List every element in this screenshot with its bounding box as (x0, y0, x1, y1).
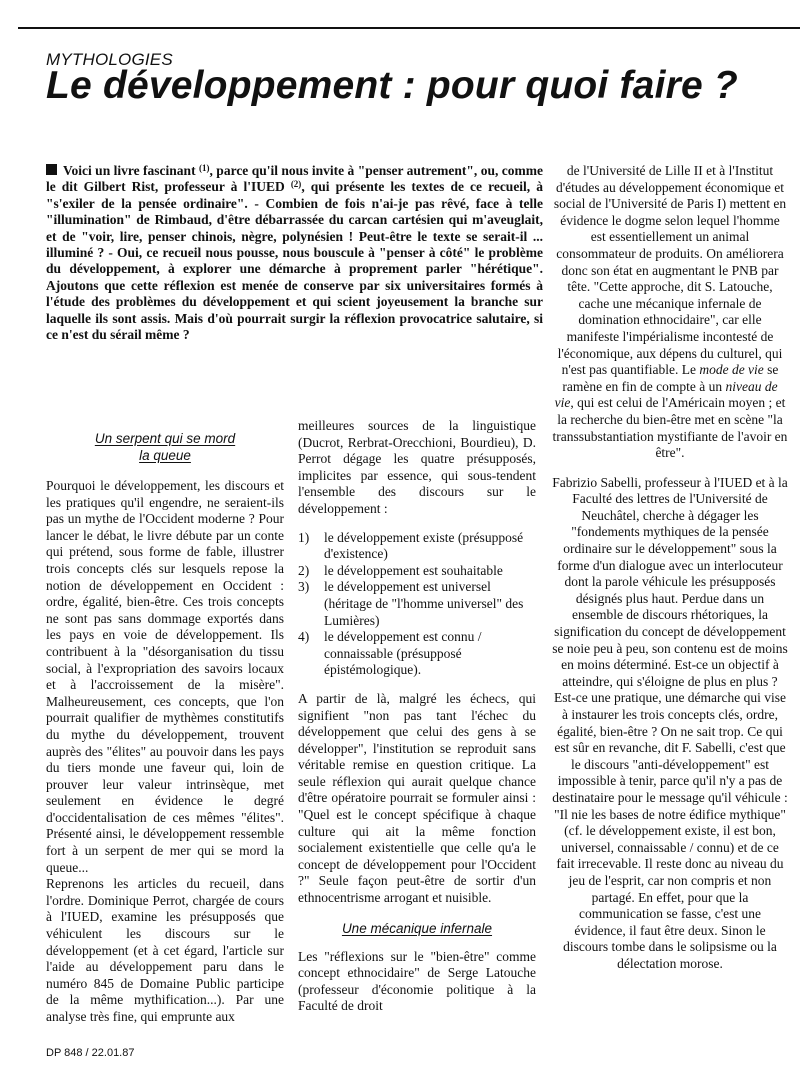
body-paragraph: Les "réflexions sur le "bien-être" comme concept ethnocidaire" de Serge Latouche (professeur d'économie politique à la Faculté de droit (298, 948, 536, 1014)
list-text: le développement existe (présupposé d'existence) (324, 529, 524, 562)
footnote-ref-2: (2) (290, 179, 302, 190)
list-text: le développement est universel (héritage de "l'homme universel" des Lumières) (324, 579, 524, 628)
body-paragraph: meilleures sources de la linguistique (Ducrot, Rerbrat-Orecchioni, Bourdieu), D. Perrot dégage les quatre présupposés, implicites par essence, qui sous-tendent l'ensemble des discours sur le développement : (298, 418, 536, 516)
list-number: 2) (298, 562, 310, 578)
italic-term: niveau de vie (554, 378, 778, 411)
intro-text-2: , parce qu'il nous invite à "penser autrement", ou, comme le dit Gilbert Rist, professeur à l'IUED (46, 163, 543, 195)
body-paragraph: Fabrizio Sabelli, professeur à l'IUED et à la Faculté des lettres de l'Université de Neuchâtel, cherche à dégager les "fondements mythiques de la pensée ordinaire sur le développement" sous la forme d'un dialogue avec un interlocuteur dont la parole véhicule les présupposés désignés plus haut. Perdue dans un ensemble de discours rhétoriques, la signification du concept de développement se noie peu à peu, son contenu est de moins en moins déterminé. Est-ce un objectif à atteindre, qui s'éloigne de plus en plus ? Est-ce une pratique, une démarche qui vise à instaurer les trois concepts clés, ordre, égalité, bien-être ? On ne sait trop. Ce qui est sûr en revanche, dit F. Sabelli, c'est que le discours "anti-développement" est impossible à tenir, parce qu'il n'y a pas de destinataire pour le message qu'il véhicule : "Il nie les bases de notre édifice mythique" (cf. le développement existe, il est bon, universel, connaissable / connu) et de ce fait irrecevable. Il reste donc au niveau du jeu de l'esprit, car non compris et non partagé. En effet, pour que la communication se fasse, c'est une évidence, il faut être deux. Sinon le discours tombe dans le solipsisme ou la délectation morose. (552, 474, 788, 971)
body-text: se ramène en fin de compte à un (562, 362, 779, 394)
bullet-square-icon (46, 164, 57, 175)
list-number: 4) (298, 629, 310, 645)
intro-paragraph (46, 163, 543, 343)
list-number: 1) (298, 529, 310, 545)
subheading-line: Un serpent qui se mord (94, 431, 236, 446)
column-right (552, 163, 788, 973)
body-paragraph: Pourquoi le développement, les discours et les pratiques qu'il engendre, ne seraient-ils pas un mythe de l'Occident moderne ? Pour lancer le débat, le livre débute par un conte qui prétend, sous forme de fable, illustrer trois concepts clés sur lesquels repose la notion de développement en Occident : ordre, égalité, bien-être. Ces trois concepts ne sont pas sans dommage exportés dans les pays en voie de développement. Ils contribuent à la "désorganisation du tissu social, à l'expropriation des savoirs locaux et à l'accroissement de la misère". Malheureusement, ces concepts, que l'on pourrait qualifier de mythèmes constitutifs du mythe du développement, trouvent auprès des "élites" au pouvoir dans les pays du tiers monde une faveur qui, loin de prouver leur valeur intrinsèque, met seulement en évidence le degré d'occidentalisation de ces mêmes "élites". Présenté ainsi, le développement ressemble fort à un serpent de mer qui se mord la queue... (46, 478, 284, 875)
body-text: , qui est celui de l'Américain moyen ; et la recherche du bien-être met en scène "la transsubstantiation mystifiante de l'avoir en être". (552, 395, 788, 461)
column-middle (298, 418, 536, 1015)
body-paragraph (552, 163, 788, 462)
list-item (298, 530, 536, 563)
subheading-line: la queue (139, 448, 191, 463)
body-paragraph: A partir de là, malgré les échecs, qui signifient "non pas tant l'échec du développement que celui des gens à se développer", l'institution se reproduit sans véritable remise en question critique. La seule réflexion qui aurait quelque chance d'être opératoire pourrait se formuler ainsi : "Quel est le concept spécifique à chaque culture qui ait la même fonction socialement existentielle que celle qu'a le concept de développement pour l'Occident ?" Seule façon peut-être de sortir d'un ethnocentrisme arrogant et nuisible. (298, 690, 536, 906)
list-item (298, 563, 536, 580)
list-item (298, 629, 536, 679)
list-text: le développement est connu / connaissable (présupposé épistémologique). (324, 629, 482, 678)
footnote-ref-1: (1) (199, 163, 210, 173)
column-left (46, 430, 284, 1026)
subheading-mecanique: Une mécanique infernale (341, 920, 493, 936)
body-text: de l'Université de Lille II et à l'Institut d'études au développement économique et social de l'Université de Paris I) mettent en évidence le dogme selon lequel l'homme est essentiellement un animal consommateur de produits. On améliorera donc son état en augmentant le PNB par tête. "Cette approche, dit S. Latouche, cache une mécanique infernale de domination ethnocidaire", car elle manifeste l'impérialisme incontesté de l'économique, aux dépens du culturel, qui n'est pas quantifiable. Le (553, 163, 787, 378)
list-item (298, 579, 536, 629)
top-rule (18, 27, 800, 29)
intro-text-1: Voici un livre fascinant (63, 163, 199, 178)
subheading-serpent (46, 430, 284, 464)
presupposition-list (298, 530, 536, 679)
list-number: 3) (298, 579, 310, 595)
list-text: le développement est souhaitable (324, 562, 503, 578)
issue-footer: DP 848 / 22.01.87 (46, 1047, 135, 1059)
body-paragraph: Reprenons les articles du recueil, dans l'ordre. Dominique Perrot, chargée de cours à l'IUED, examine les présupposés que véhiculent les discours sur le développement (et à cet égard, l'article sur l'aide au développement paru dans le numéro 845 de Domaine Public participe de la même mythification...). Par une analyse très fine, qui emprunte aux (46, 876, 284, 1024)
intro-text-3: , qui présente les textes de ce recueil, à "s'exiler de la pensée ordinaire". - Combien de fois n'ai-je pas rêvé, face à telle "illumination" de Rimbaud, d'être débarrassée du carcan cartésien qui m'aveuglait, et de "voir, lire, penser chinois, nègre, polynésien ! Peut-être le texte se serait-il ... illuminé ? - Oui, ce recueil nous pousse, nous bouscule à "penser à côté" le problème du développement, à explorer une démarche à proprement parler "hérétique". Ajoutons que cette réflexion est menée de conserve par six universitaires formés à l'étude des problèmes du développement et qui scient joyeusement la branche sur laquelle ils sont assis. Mais d'où pourrait surgir la réflexion provocatrice salutaire, si ce n'est du sérail même ? (46, 179, 543, 343)
article-headline: Le développement : pour quoi faire ? (46, 64, 738, 107)
italic-term: mode de vie (699, 362, 764, 378)
section-kicker: MYTHOLOGIES (46, 50, 173, 69)
